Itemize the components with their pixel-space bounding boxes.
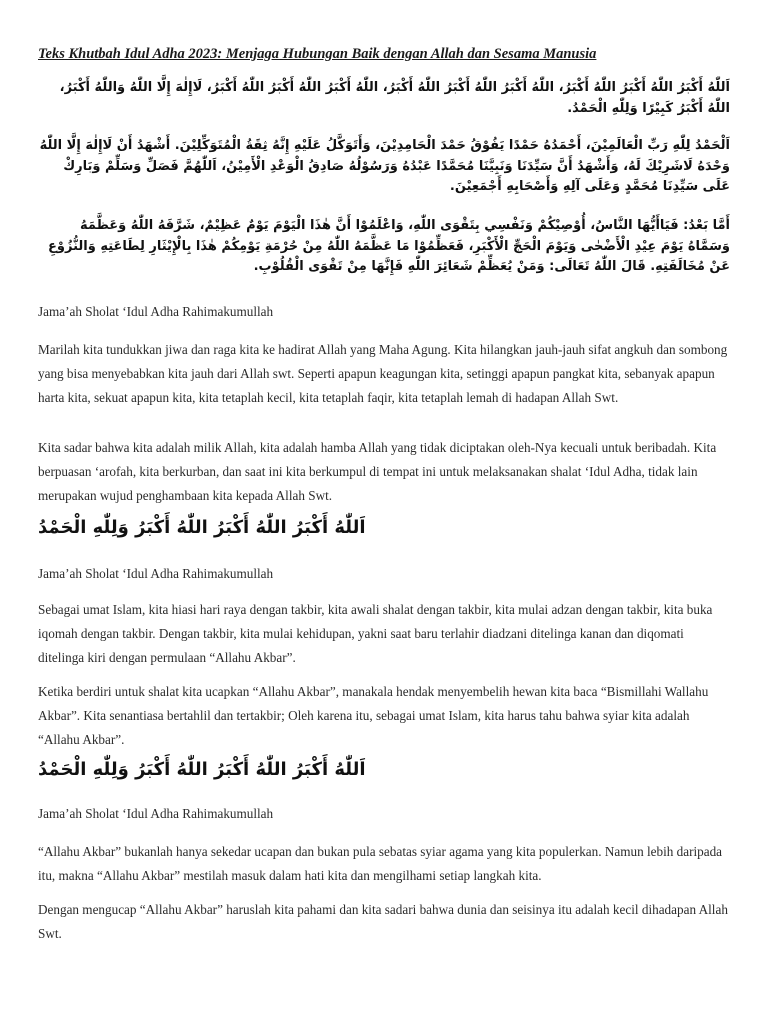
- body-paragraph: Sebagai umat Islam, kita hiasi hari raya dengan takbir, kita awali shalat dengan takbir, kita mulai adzan dengan takbir, kita buka iqomah dengan takbir. Dengan takbir, kita mulai kehidupan, yakni saat baru terlahir diadzani ditelinga kanan dan diqomati ditelinga kiri dengan permulaan “Allahu Akbar”.: [38, 602, 713, 665]
- arabic-takbir-line: اَللّٰهُ أَكْبَرُ اللّٰهُ أَكْبَرُ اللّٰهُ أَكْبَرُ وَلِلّٰهِ الْحَمْدُ: [38, 759, 366, 780]
- greeting-line: Jama’ah Sholat ‘Idul Adha Rahimakumullah: [38, 806, 274, 821]
- arabic-wasiat-paragraph: أَمَّا بَعْدُ: فَيَاأَيُّهَا النَّاسُ، أُوْصِيْكُمْ وَنَفْسِي بِتَقْوَى اللّٰهِ، وَاعْلَمُوْا أَنَّ هٰذَا الْيَوْمَ يَوْمٌ عَظِيْمٌ، شَرَّفَهُ اللّٰهُ وَعَظَّمَهُ وَسَمَّاهُ يَوْمَ عِيْدِ الْأَضْحٰى وَيَوْمَ الْحَجِّ الْأَكْبَرِ، فَعَظِّمُوْا مَا عَظَّمَهُ اللّٰهُ مِنْ حُرْمَةِ يَوْمِكُمْ هٰذَا بِالْإِيْثَارِ لِطَاعَتِهِ وَالنُّزُوْعِ عَنْ مُخَالَفَتِهِ. قَالَ اللّٰهُ تَعَالَى: وَمَنْ يُعَظِّمْ شَعَائِرَ اللّٰهِ فَإِنَّهَا مِنْ تَقْوَى الْقُلُوْبِ.: [48, 218, 730, 274]
- greeting-line: Jama’ah Sholat ‘Idul Adha Rahimakumullah: [38, 304, 274, 319]
- body-paragraph: Ketika berdiri untuk shalat kita ucapkan “Allahu Akbar”, manakala hendak menyembelih hewan kita baca “Bismillahi Wallahu Akbar”. Kita senantiasa bertahlil dan tertakbir; Oleh karena itu, sebagai umat Islam, kita harus tahu bahwa syiar kita adalah “Allahu Akbar”.: [38, 684, 709, 747]
- body-paragraph: Marilah kita tundukkan jiwa dan raga kita ke hadirat Allah yang Maha Agung. Kita hilangkan jauh-jauh sifat angkuh dan sombong yang bisa menyebabkan kita jauh dari Allah swt. Seperti apapun keagungan kita, setinggi apapun pangkat kita, sebanyak apapun harta kita, sekuat apapun kita, kita tetaplah kecil, kita tetaplah faqir, kita tetaplah lemah di hadapan Allah Swt.: [38, 342, 728, 405]
- document-title: Teks Khutbah Idul Adha 2023: Menjaga Hubungan Baik dengan Allah dan Sesama Manusia: [38, 46, 597, 62]
- arabic-opening-takbir: اَللّٰهُ أَكْبَرُ اللّٰهُ أَكْبَرُ اللّٰهُ أَكْبَرُ، اللّٰهُ أَكْبَرُ اللّٰهُ أَكْبَرُ اللّٰهُ أَكْبَرُ، اللّٰهُ أَكْبَرُ اللّٰهُ أَكْبَرُ اللّٰهُ أَكْبَرُ، لَاإِلٰهَ إِلَّا اللّٰهُ وَاللّٰهُ أَكْبَرُ، اللّٰهُ أَكْبَرُ كَبِيْرًا وَلِلّٰهِ الْحَمْدُ.: [59, 80, 730, 116]
- greeting-line: Jama’ah Sholat ‘Idul Adha Rahimakumullah: [38, 566, 274, 581]
- body-paragraph: “Allahu Akbar” bukanlah hanya sekedar ucapan dan bukan pula sebatas syiar agama yang kita populerkan. Namun lebih daripada itu, makna “Allahu Akbar” mestilah masuk dalam hati kita dan mengilhami setiap langkah kita.: [38, 844, 723, 883]
- arabic-hamdalah-paragraph: اَلْحَمْدُ لِلّٰهِ رَبِّ الْعَالَمِيْنَ، أَحْمَدُهُ حَمْدًا يَفُوْقُ حَمْدَ الْحَامِدِيْنَ، وَأَتَوَكَّلُ عَلَيْهِ إِنَّهُ ثِقَةُ الْمُتَوَكِّلِيْنَ. أَشْهَدُ أَنْ لَاإِلٰهَ إِلَّا اللّٰهُ وَحْدَهُ لَاشَرِيْكَ لَهُ، وَأَشْهَدُ أَنَّ سَيِّدَنَا وَنَبِيَّنَا مُحَمَّدًا عَبْدُهُ وَرَسُوْلُهُ صَادِقُ الْوَعْدِ الْأَمِيْنُ، اَللّٰهُمَّ فَصَلِّ وَسَلِّمْ وَبَارِكْ عَلَى سَيِّدِنَا مُحَمَّدٍ وَعَلَى آلِهِ وَأَصْحَابِهِ أَجْمَعِيْنَ.: [39, 138, 730, 194]
- body-paragraph: Dengan mengucap “Allahu Akbar” haruslah kita pahami dan kita sadari bahwa dunia dan seisinya itu adalah kecil dihadapan Allah Swt.: [38, 902, 728, 941]
- body-paragraph: Kita sadar bahwa kita adalah milik Allah, kita adalah hamba Allah yang tidak diciptakan oleh-Nya kecuali untuk beribadah. Kita berpuasan ‘arofah, kita berkurban, dan saat ini kita berkumpul di tempat ini untuk melaksanakan shalat ‘Idul Adha, tidak lain merupakan wujud penghambaan kita kepada Allah Swt.: [38, 440, 717, 503]
- arabic-takbir-line: اَللّٰهُ أَكْبَرُ اللّٰهُ أَكْبَرُ اللّٰهُ أَكْبَرُ وَلِلّٰهِ الْحَمْدُ: [38, 517, 366, 538]
